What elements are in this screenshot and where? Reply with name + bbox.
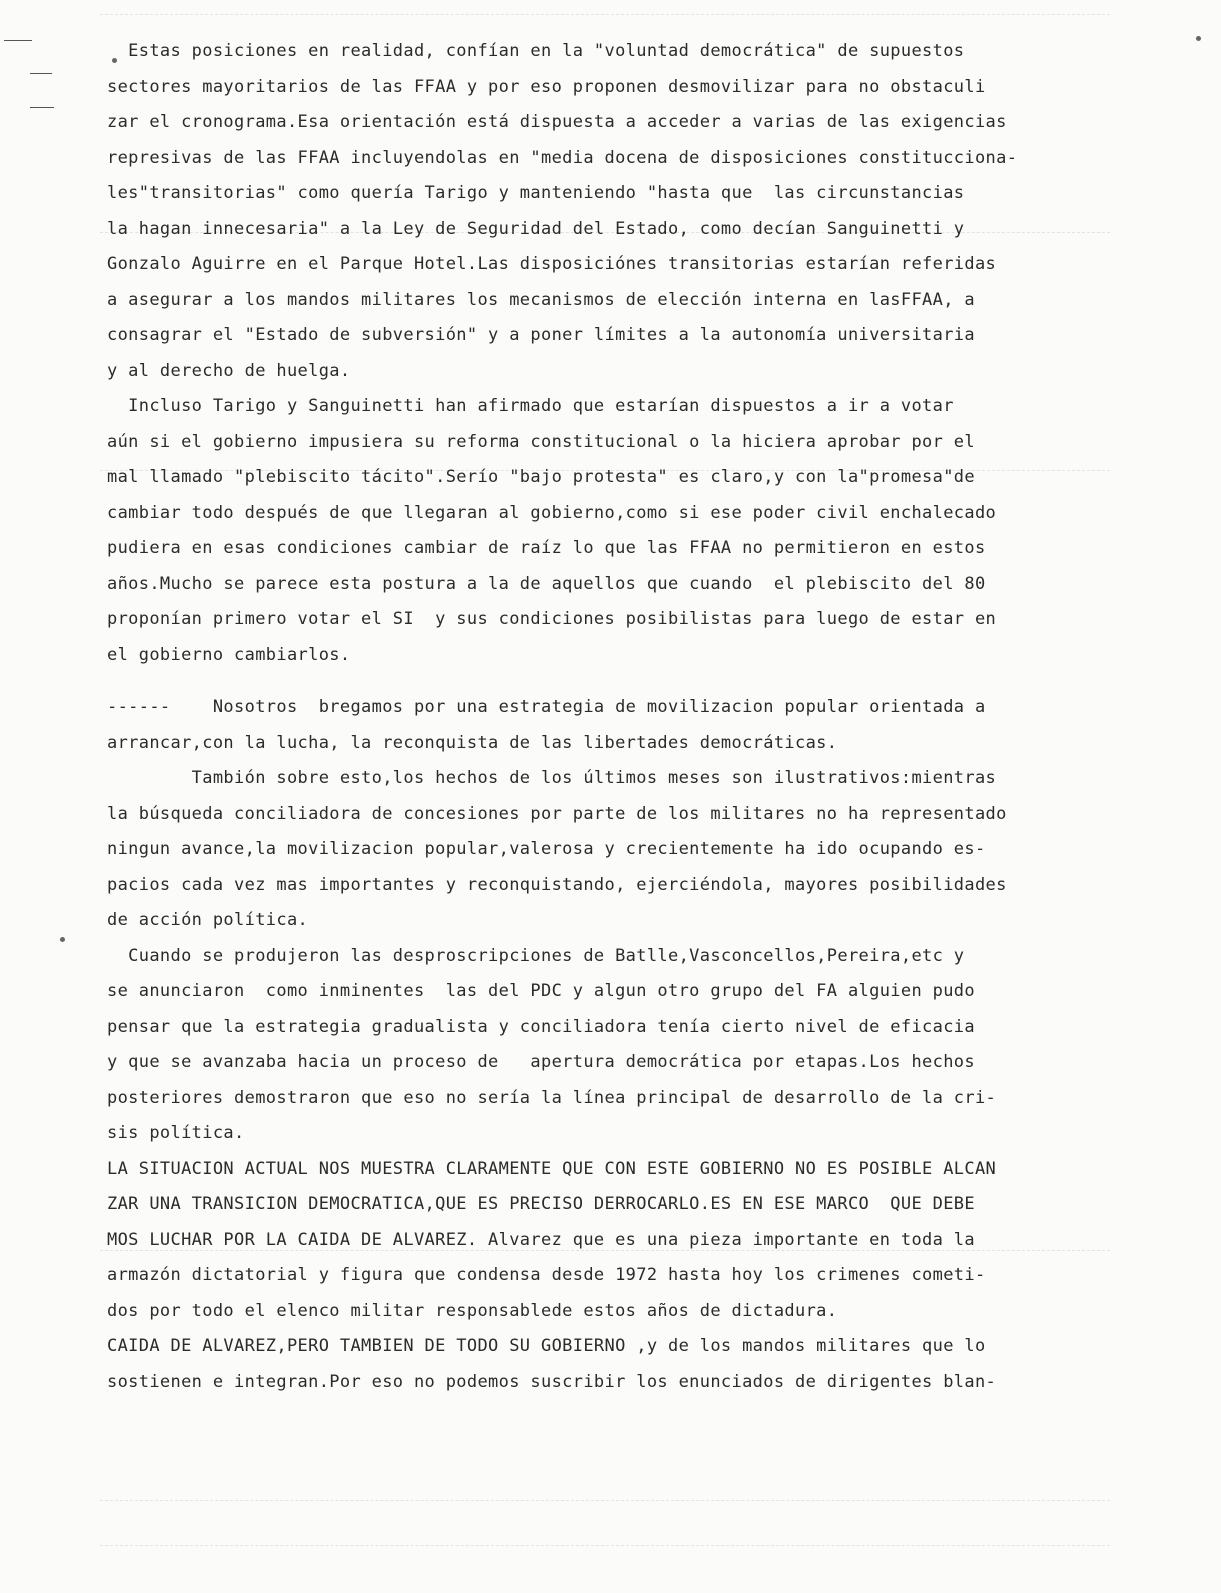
text-line: cambiar todo después de que llegaran al gobierno,como si ese poder civil enchalecado xyxy=(107,502,997,523)
text-line: MOS LUCHAR POR LA CAIDA DE ALVAREZ. Alvarez que es una pieza importante en toda la xyxy=(107,1229,975,1250)
text-line: sectores mayoritarios de las FFAA y por eso proponen desmovilizar para no obstaculi xyxy=(107,76,986,97)
text-line: pacios cada vez mas importantes y reconquistando, ejerciéndola, mayores posibilidades xyxy=(107,874,1007,895)
text-line: pensar que la estrategia gradualista y conciliadora tenía cierto nivel de eficacia xyxy=(107,1016,975,1037)
typed-text-body xyxy=(107,34,1107,1400)
text-line: armazón dictatorial y figura que condensa desde 1972 hasta hoy los crimenes cometi- xyxy=(107,1265,986,1285)
text-line: Cuando se produjeron las desproscripciones de Batlle,Vasconcellos,Pereira,etc y xyxy=(107,945,965,966)
text-line: arrancar,con la lucha, la reconquista de las libertades democráticas. xyxy=(107,732,838,753)
scan-dot xyxy=(60,937,65,942)
text-line: la búsqueda conciliadora de concesiones por parte de los militares no ha representado xyxy=(107,803,1007,824)
text-line: ZAR UNA TRANSICION DEMOCRATICA,QUE ES PRECISO DERROCARLO.ES EN ESE MARCO QUE DEBE xyxy=(107,1194,975,1214)
text-line: de acción política. xyxy=(107,910,309,930)
text-line: pudiera en esas condiciones cambiar de raíz lo que las FFAA no permitieron en estos xyxy=(107,538,986,558)
text-line: represivas de las FFAA incluyendolas en "media docena de disposiciones constitucciona- xyxy=(107,147,1018,168)
text-line: y al derecho de huelga. xyxy=(107,360,351,381)
text-line: Estas posiciones en realidad, confían en la "voluntad democrática" de supuestos xyxy=(107,41,965,61)
text-line: sis política. xyxy=(107,1123,245,1143)
text-line: y que se avanzaba hacia un proceso de apertura democrática por etapas.Los hechos xyxy=(107,1052,975,1072)
text-line: proponían primero votar el SI y sus condiciones posibilistas para luego de estar en xyxy=(107,609,997,629)
text-line: aún si el gobierno impusiera su reforma constitucional o la hiciera aprobar por el xyxy=(107,431,975,452)
text-line: sostienen e integran.Por eso no podemos suscribir los enunciados de dirigentes blan- xyxy=(107,1371,997,1392)
paragraph-gap xyxy=(107,673,1107,690)
bleed-through-line xyxy=(100,14,1110,25)
text-line: Incluso Tarigo y Sanguinetti han afirmado que estarían dispuestos a ir a votar xyxy=(107,396,954,416)
text-line: zar el cronograma.Esa orientación está dispuesta a acceder a varias de las exigencias xyxy=(107,112,1007,132)
text-line: LA SITUACION ACTUAL NOS MUESTRA CLARAMENTE QUE CON ESTE GOBIERNO NO ES POSIBLE ALCAN xyxy=(107,1158,997,1179)
text-line: posteriores demostraron que eso no sería la línea principal de desarrollo de la cri- xyxy=(107,1087,997,1108)
text-line: se anunciaron como inminentes las del PDC y algun otro grupo del FA alguien pudo xyxy=(107,981,975,1001)
text-line: CAIDA DE ALVAREZ,PERO TAMBIEN DE TODO SU GOBIERNO ,y de los mandos militares que lo xyxy=(107,1336,986,1356)
text-line: ------ Nosotros bregamos por una estrategia de movilizacion popular orientada a xyxy=(107,697,986,717)
text-line: consagrar el "Estado de subversión" y a poner límites a la autonomía universitaria xyxy=(107,325,975,345)
text-line: ningun avance,la movilizacion popular,valerosa y crecientemente ha ido ocupando es- xyxy=(107,839,986,859)
text-line: el gobierno cambiarlos. xyxy=(107,644,351,665)
scan-mark xyxy=(4,40,32,41)
text-line: años.Mucho se parece esta postura a la de aquellos que cuando el plebiscito del 80 xyxy=(107,573,986,594)
text-line: a asegurar a los mandos militares los mecanismos de elección interna en lasFFAA, a xyxy=(107,289,975,310)
text-line: mal llamado "plebiscito tácito".Serío "bajo protesta" es claro,y con la"promesa"de xyxy=(107,467,975,487)
scan-dot xyxy=(1196,36,1201,41)
text-line: dos por todo el elenco militar responsablede estos años de dictadura. xyxy=(107,1300,838,1321)
scan-mark xyxy=(30,73,52,74)
text-line: Tambión sobre esto,los hechos de los últimos meses son ilustrativos:mientras xyxy=(107,768,997,788)
text-line: la hagan innecesaria" a la Ley de Seguridad del Estado, como decían Sanguinetti y xyxy=(107,218,965,239)
text-line: Gonzalo Aguirre en el Parque Hotel.Las disposiciónes transitorias estarían referidas xyxy=(107,254,997,274)
scan-mark xyxy=(30,107,54,108)
text-line: les"transitorias" como quería Tarigo y manteniendo "hasta que las circunstancias xyxy=(107,183,965,203)
bleed-through-line xyxy=(100,1500,1110,1511)
bleed-through-line xyxy=(100,1545,1110,1556)
